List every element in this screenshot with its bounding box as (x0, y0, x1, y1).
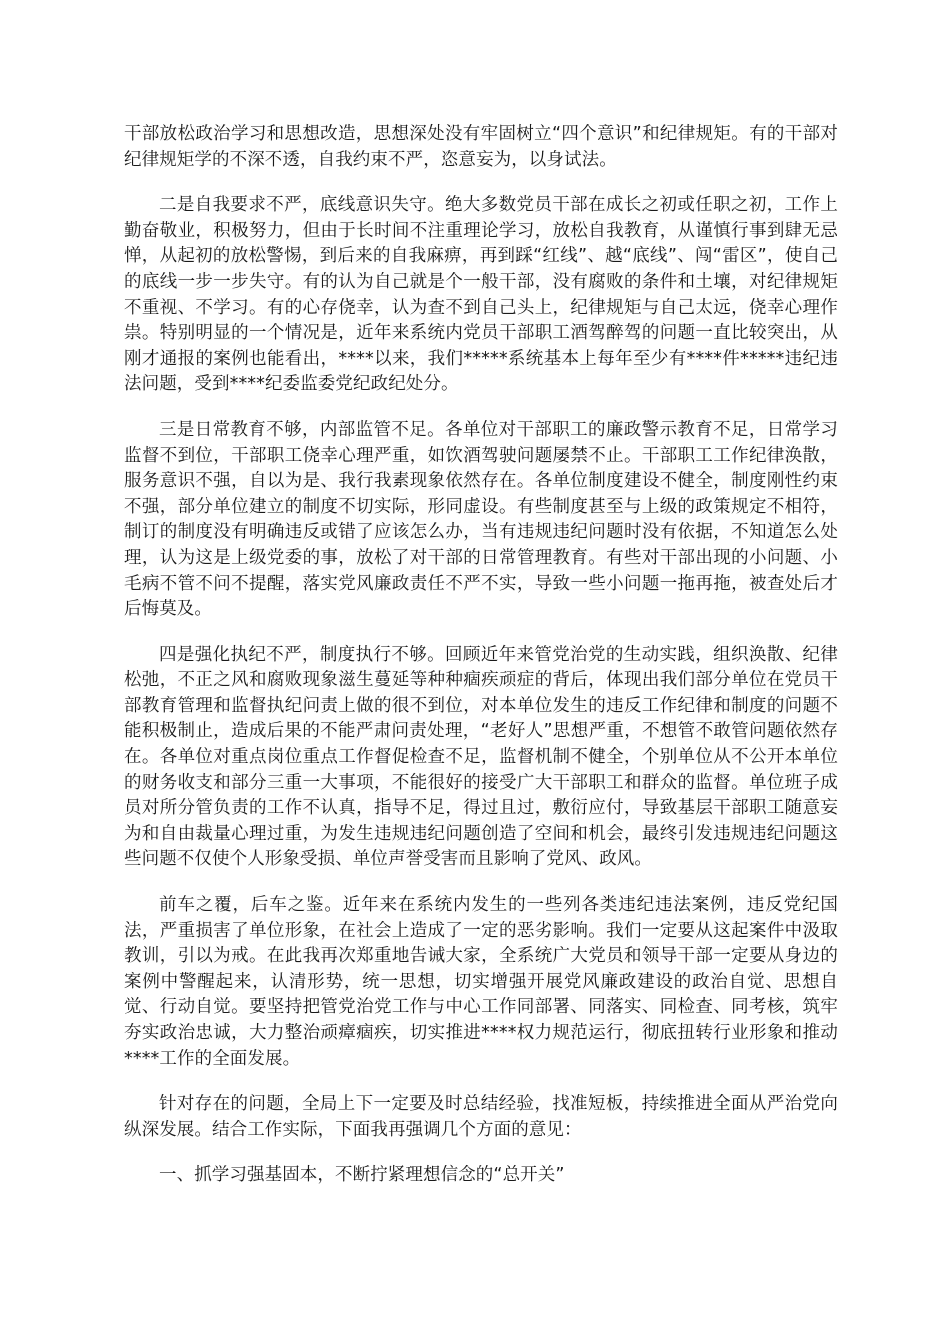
document-body (124, 122, 838, 1189)
section-heading: 一、抓学习强基固本，不断拧紧理想信念的“总开关” (159, 1165, 565, 1186)
paragraph-3: 三是日常教育不够，内部监管不足。各单位对干部职工的廉政警示教育不足，日常学习监督不到位，干部职工侥幸心理严重，如饮酒驾驶问题屡禁不止。干部职工工作纪律涣散，服务意识不强，自以为是、我行我素现象依然存在。各单位制度建设不健全，制度刚性约束不强，部分单位建立的制度不切实际，形同虚设。有些制度甚至与上级的政策规定不相符，制订的制度没有明确违反或错了应该怎么办，当有违规违纪问题时没有依据，不知道怎么处理，认为这是上级党委的事，放松了对干部的日常管理教育。有些对干部出现的小问题、小毛病不管不问不提醒，落实党风廉政责任不严不实，导致一些小问题一拖再拖，被查处后才后悔莫及。 (124, 419, 838, 620)
paragraph-5: 前车之覆，后车之鉴。近年来在系统内发生的一些列各类违纪违法案例，违反党纪国法，严重损害了单位形象，在社会上造成了一定的恶劣影响。我们一定要从这起案件中汲取教训，引以为戒。在此我再次郑重地告诫大家，全系统广大党员和领导干部一定要从身边的案例中警醒起来，认清形势，统一思想，切实增强开展党风廉政建设的政治自觉、思想自觉、行动自觉。要坚持把管党治党工作与中心工作同部署、同落实、同检查、同考核，筑牢夯实政治忠诚，大力整治顽瘴痼疾，切实推进****权力规范运行，彻底扭转行业形象和推动****工作的全面发展。 (124, 895, 838, 1069)
paragraph-2: 二是自我要求不严，底线意识失守。绝大多数党员干部在成长之初或任职之初，工作上勤奋敬业，积极努力，但由于长时间不注重理论学习，放松自我教育，从谨慎行事到肆无忌惮，从起初的放松警惕，到后来的自我麻痹，再到踩“红线”、越“底线”、闯“雷区”，使自己的底线一步一步失守。有的认为自己就是个一般干部，没有腐败的条件和土壤，对纪律规矩不重视、不学习。有的心存侥幸，认为查不到自己头上，纪律规矩与自己太远，侥幸心理作祟。特别明显的一个情况是，近年来系统内党员干部职工酒驾醉驾的问题一直比较突出，从刚才通报的案例也能看出，****以来，我们*****系统基本上每年至少有****件*****违纪违法问题，受到****纪委监委党纪政纪处分。 (124, 195, 838, 395)
paragraph-1: 干部放松政治学习和思想改造，思想深处没有牢固树立“四个意识”和纪律规矩。有的干部对纪律规矩学的不深不透，自我约束不严，恣意妄为，以身试法。 (124, 124, 838, 170)
paragraph-6: 针对存在的问题，全局上下一定要及时总结经验，找准短板，持续推进全面从严治党向纵深发展。结合工作实际，下面我再强调几个方面的意见： (124, 1094, 838, 1140)
paragraph-4: 四是强化执纪不严，制度执行不够。回顾近年来管党治党的生动实践，组织涣散、纪律松弛，不正之风和腐败现象滋生蔓延等种种痼疾顽症的背后，体现出我们部分单位在党员干部教育管理和监督执纪问责上做的很不到位，对本单位发生的违反工作纪律和制度的问题不能积极制止，造成后果的不能严肃问责处理，“老好人”思想严重，不想管不敢管问题依然存在。各单位对重点岗位重点工作督促检查不足，监督机制不健全，个别单位从不公开本单位的财务收支和部分三重一大事项，不能很好的接受广大干部职工和群众的监督。单位班子成员对所分管负责的工作不认真，指导不足，得过且过，敷衍应付，导致基层干部职工随意妄为和自由裁量心理过重，为发生违规违纪问题创造了空间和机会，最终引发违规违纪问题这些问题不仅使个人形象受损、单位声誉受害而且影响了党风、政风。 (124, 644, 838, 870)
